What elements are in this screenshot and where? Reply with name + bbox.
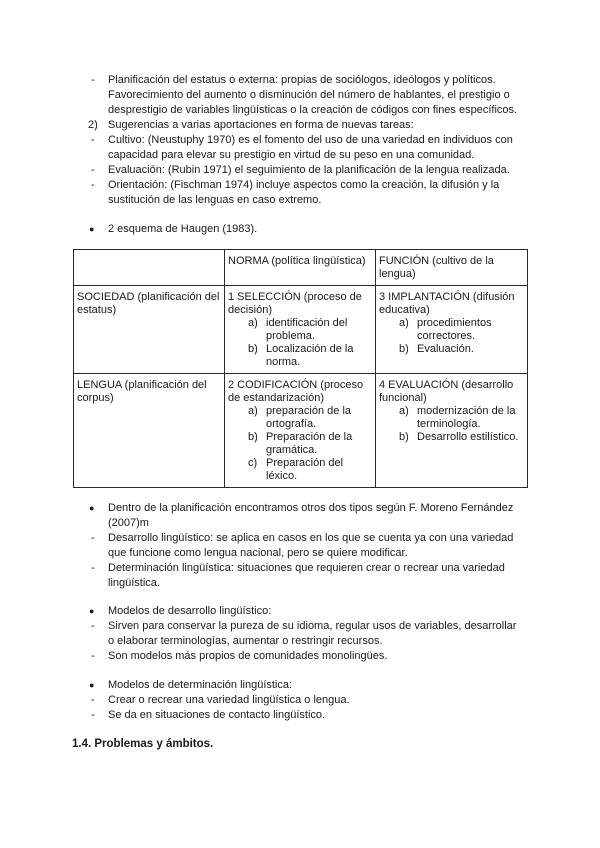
table-row (74, 286, 528, 374)
dash-marker: - (91, 134, 95, 146)
section-heading: 1.4. Problemas y ámbitos. (72, 738, 214, 750)
text-line: Evaluación: (Rubin 1971) el seguimiento de la planificación de la lengua realizada. (108, 164, 510, 176)
text-line: Determinación lingüística: situaciones que requieren crear o recrear una variedad (108, 562, 505, 574)
item-label: a) (399, 317, 409, 329)
list-item (228, 317, 371, 343)
text-line: Planificación del estatus o externa: propias de sociólogos, ideólogos y políticos. (108, 74, 496, 86)
table-row (74, 374, 528, 488)
text-line: capacidad para elevar su prestigio en virtud de su peso en una comunidad. (108, 149, 475, 161)
text-line: Favorecimiento del aumento o disminución del número de hablantes, el prestigio o (108, 89, 510, 101)
item-text: Localización de la norma. (266, 343, 354, 368)
dash-marker: - (91, 709, 95, 721)
item-label: a) (399, 405, 409, 417)
list-item (379, 431, 523, 444)
text-line: o elaborar terminologías, aumentar o restringir recursos. (108, 635, 383, 647)
text-line: Modelos de determinación lingüística: (108, 679, 293, 691)
number-marker: 2) (88, 119, 98, 131)
table-cell (225, 374, 376, 488)
dash-marker: - (91, 532, 95, 544)
text-line: Son modelos más propios de comunidades monolingües. (108, 650, 388, 662)
list-item (379, 405, 523, 431)
text-line: Cultivo: (Neustuphy 1970) es el fomento del uso de una variedad en individuos con (108, 134, 513, 146)
item-text: Desarrollo estilístico. (417, 431, 519, 443)
item-label: b) (248, 343, 258, 355)
table-header-cell: NORMA (política lingüística) (225, 250, 376, 286)
item-label: a) (248, 317, 258, 329)
item-text: Preparación de la gramática. (266, 431, 353, 456)
item-label: b) (399, 343, 409, 355)
text-line: Sugerencias a varias aportaciones en forma de nuevas tareas: (108, 119, 414, 131)
text-line: 2 esquema de Haugen (1983). (108, 223, 258, 235)
dash-marker: - (91, 694, 95, 706)
item-label: b) (248, 431, 258, 443)
item-text: Evaluación. (417, 343, 474, 355)
table-header-cell (74, 250, 225, 286)
sub-list (228, 405, 371, 483)
cell-title: 4 EVALUACIÓN (desarrollo funcional) (379, 379, 514, 404)
dash-marker: - (91, 74, 95, 86)
list-item (228, 457, 371, 483)
list-item (379, 343, 523, 356)
item-text: preparación de la ortografía. (266, 405, 352, 430)
dash-marker: - (91, 164, 95, 176)
text-line: Se da en situaciones de contacto lingüístico. (108, 709, 326, 721)
text-line: Desarrollo lingüístico: se aplica en casos en los que se cuenta ya con una variedad (108, 532, 514, 544)
item-text: identificación del problema. (266, 317, 348, 342)
table-header-row (74, 250, 528, 286)
text-line: Orientación: (Fischman 1974) incluye aspectos como la creación, la difusión y la (108, 179, 500, 191)
cell-title: 3 IMPLANTACIÓN (difusión educativa) (379, 291, 515, 316)
bullet-icon: ● (89, 503, 95, 513)
list-item (228, 343, 371, 369)
table-cell (376, 374, 528, 488)
bullet-icon: ● (89, 680, 95, 690)
item-label: b) (399, 431, 409, 443)
text-line: desprestigio de variables lingüísticas o la creación de códigos con fines específicos. (108, 104, 518, 116)
cell-title: 1 SELECCIÓN (proceso de decisión) (228, 291, 362, 316)
sub-list (228, 317, 371, 369)
bullet-icon: ● (89, 224, 95, 234)
table-cell (225, 286, 376, 374)
item-text: modernización de la terminología. (417, 405, 516, 430)
dash-marker: - (91, 562, 95, 574)
text-line: sustitución de las lenguas en caso extremo. (108, 194, 322, 206)
item-text: Preparación del léxico. (266, 457, 344, 482)
bullet-icon: ● (89, 606, 95, 616)
list-item (379, 317, 523, 343)
text-line: Dentro de la planificación encontramos otros dos tipos según F. Moreno Fernández (108, 502, 514, 514)
haugen-scheme-table (73, 249, 528, 488)
text-line: Modelos de desarrollo lingüístico: (108, 605, 272, 617)
dash-marker: - (91, 179, 95, 191)
item-label: a) (248, 405, 258, 417)
text-line: lingüística. (108, 577, 160, 589)
item-label: c) (248, 457, 258, 469)
text-line: que funcione como lengua nacional, pero se quiere modificar. (108, 547, 408, 559)
dash-marker: - (91, 650, 95, 662)
table-header-cell: FUNCIÓN (cultivo de la lengua) (376, 250, 528, 286)
sub-list (379, 405, 523, 444)
text-line: Crear o recrear una variedad lingüística o lengua. (108, 694, 350, 706)
table-cell (376, 286, 528, 374)
item-text: procedimientos correctores. (417, 317, 492, 342)
text-line: Sirven para conservar la pureza de su idioma, regular usos de variables, desarrollar (108, 620, 517, 632)
row-label-cell: SOCIEDAD (planificación del estatus) (74, 286, 225, 374)
list-item (228, 431, 371, 457)
text-line: (2007)m (108, 517, 149, 529)
row-label-cell: LENGUA (planificación del corpus) (74, 374, 225, 488)
cell-title: 2 CODIFICACIÓN (proceso de estandarización) (228, 379, 364, 404)
dash-marker: - (91, 620, 95, 632)
list-item (228, 405, 371, 431)
sub-list (379, 317, 523, 356)
